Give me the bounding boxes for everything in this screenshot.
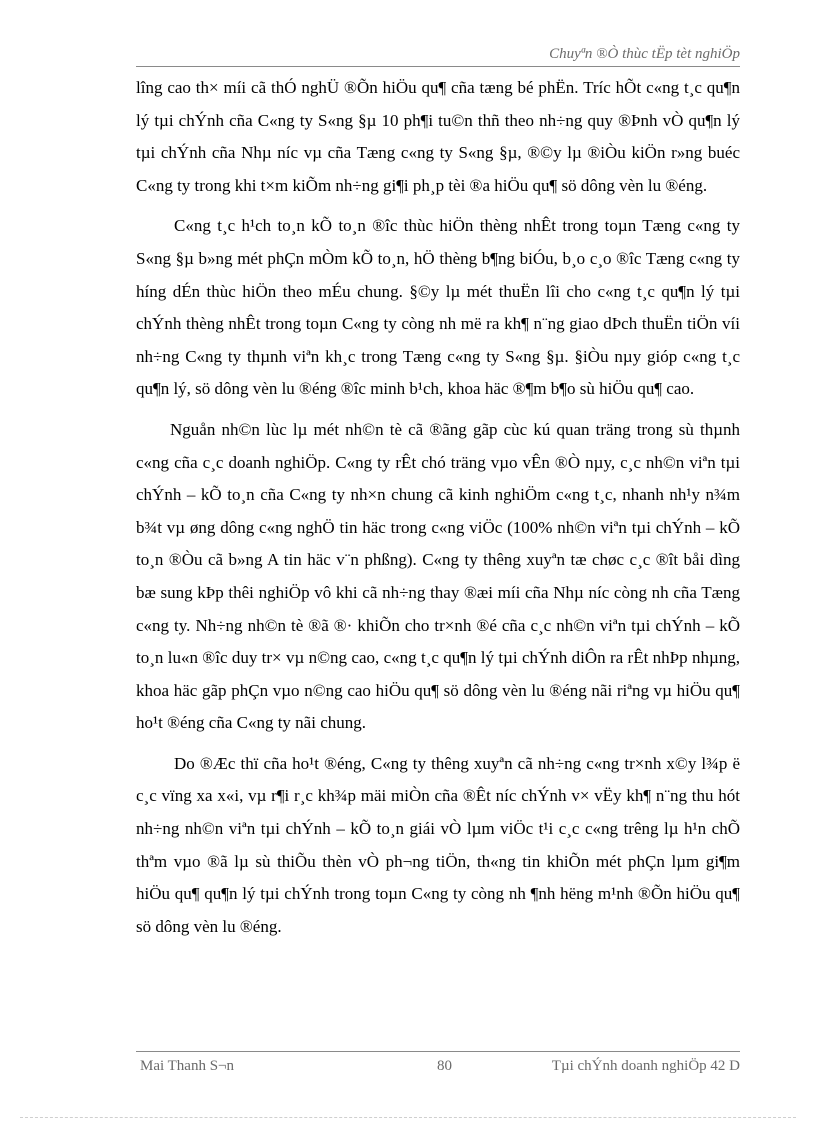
page-number: 80 [437,1058,452,1074]
body-text [136,72,740,951]
paragraph-3: Nguån nh©n lùc lµ mét nh©n tè cã ®ãng gãp cùc kú quan träng trong sù thµnh c«ng cña c¸c doanh nghiÖp. C«ng ty rÊt chó träng vµo vÊn ®Ò nµy, c¸c nh©n viªn tµi chÝnh – kÕ to¸n cña C«ng ty nh×n chung cã kinh nghiÖm c«ng t¸c, nhanh nh¹y n¾m b¾t vµ øng dông c«ng nghÖ tin häc trong c«ng viÖc (100% nh©n viªn tµi chÝnh – kÕ to¸n ®Òu cã b»ng A tin häc v¨n phßng). C«ng ty thêng xuyªn tæ chøc c¸c ®ît båi dìng bæ sung kÞp thêi nghiÖp vô khi cã nh÷ng thay ®æi míi cña Nhµ níc còng nh cña Tæng c«ng ty. Nh÷ng nh©n tè ®ã ®· khiÕn cho tr×nh ®é cña c¸c nh©n viªn tµi chÝnh – kÕ to¸n lu«n ®îc duy tr× vµ n©ng cao, c«ng t¸c qu¶n lý tµi chÝnh diÔn ra rÊt nhÞp nhµng, khoa häc gãp phÇn vµo n©ng cao hiÖu qu¶ sö dông vèn lu ®éng nãi riªng vµ hiÖu qu¶ ho¹t ®éng cña C«ng ty nãi chung. [136,419,740,733]
paragraph-4: Do ®Æc thï cña ho¹t ®éng, C«ng ty thêng xuyªn cã nh÷ng c«ng tr×nh x©y l¾p ë c¸c vïng xa x«i, vµ r¶i r¸c kh¾p mäi miÒn cña ®Êt níc chÝnh v× vËy kh¶ n¨ng thu hót nh÷ng nh©n viªn tµi chÝnh – kÕ to¸n giái vÒ lµm viÖc t¹i c¸c c«ng trêng lµ h¹n chÕ thªm vµo ®ã lµ sù thiÕu thèn vÒ ph¬ng tiÖn, th«ng tin khiÕn mét phÇn lµm gi¶m hiÖu qu¶ qu¶n lý tµi chÝnh trong toµn C«ng ty còng nh ¶nh hëng m¹nh ®Õn hiÖu qu¶ sö dông vèn lu ®éng. [136,753,740,936]
footer-divider [136,1051,740,1052]
running-header: Chuyªn ®Ò thùc tËp tèt nghiÖp [549,46,740,62]
footer-class-name: Tµi chÝnh doanh nghiÖp 42 D [551,1058,740,1074]
paragraph-1: lîng cao th× míi cã thÓ nghÜ ®Õn hiÖu qu¶ cña tæng bé phËn. Tríc hÕt c«ng t¸c qu¶n lý tµi chÝnh cña C«ng ty S«ng §µ 10 ph¶i tu©n thñ theo nh÷ng quy ®Þnh vÒ qu¶n lý tµi chÝnh cña Nhµ níc vµ cña Tæng c«ng ty S«ng §µ, ®©y lµ ®iÒu kiÖn r»ng buéc C«ng ty trong khi t×m kiÕm nh÷ng gi¶i ph¸p tèi ®a hiÖu qu¶ sö dông vèn lu ®éng. [136,78,740,195]
page-bottom-border [20,1117,796,1118]
footer-author: Mai Thanh S¬n [140,1058,235,1074]
header-divider [136,66,740,67]
paragraph-2: C«ng t¸c h¹ch to¸n kÕ to¸n ®îc thùc hiÖn thèng nhÊt trong toµn Tæng c«ng ty S«ng §µ b»ng mét phÇn mÒm kÕ to¸n, hÖ thèng b¶ng biÓu, b¸o c¸o ®îc Tæng c«ng ty híng dÉn thùc hiÖn theo mÉu chung. §©y lµ mét thuËn lîi cho c«ng t¸c qu¶n lý tµi chÝnh thèng nhÊt trong toµn C«ng ty còng nh më ra kh¶ n¨ng giao dÞch thuËn tiÖn víi nh÷ng C«ng ty thµnh viªn kh¸c trong Tæng c«ng ty S«ng §µ. §iÒu nµy gióp c«ng t¸c qu¶n lý, sö dông vèn lu ®éng ®îc minh b¹ch, khoa häc ®¶m b¶o sù hiÖu qu¶ cao. [136,216,740,399]
